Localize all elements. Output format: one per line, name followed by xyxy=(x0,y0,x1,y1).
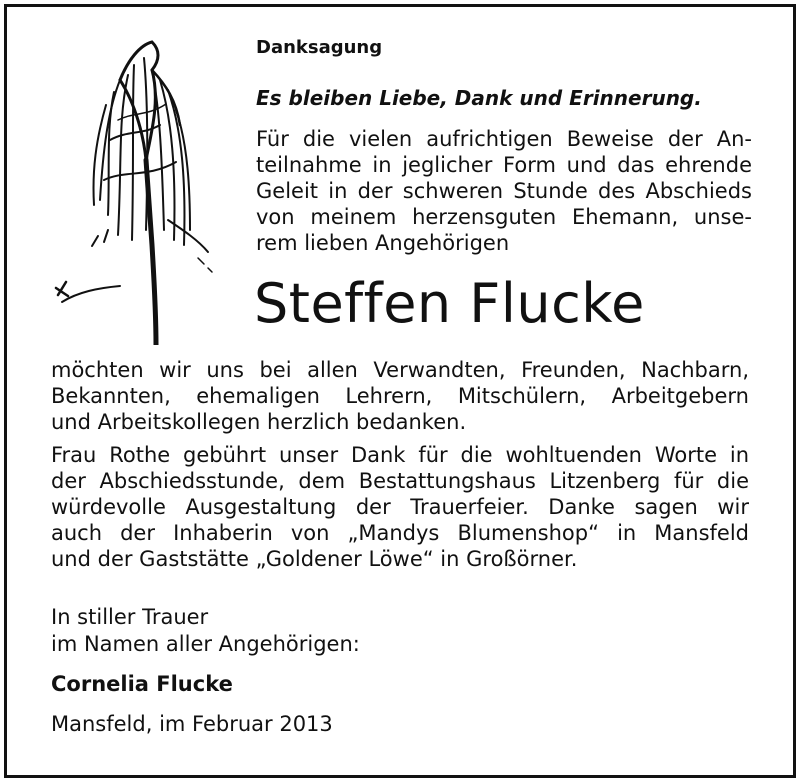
deceased-name: Steffen Flucke xyxy=(254,272,645,335)
body-line: der Abschiedsstunde, dem Bestattungshaus Litzenberg für die xyxy=(51,469,749,493)
intro-line: von meinem herzensguten Ehemann, unse- xyxy=(256,205,752,229)
intro-line: Geleit in der schweren Stunde des Abschieds xyxy=(256,179,752,203)
intro-line: rem lieben Angehörigen xyxy=(256,231,510,255)
body-line: auch der Inhaberin von „Mandys Blumenshop“ in Mansfeld xyxy=(51,521,749,545)
weeping-willow-icon xyxy=(48,30,228,345)
notice-heading: Danksagung xyxy=(256,37,383,58)
body-line: würdevolle Ausgestaltung der Trauerfeier. Danke sagen wir xyxy=(51,495,749,519)
body-line: Bekannten, ehemaligen Lehrern, Mitschülern, Arbeitgebern xyxy=(51,384,749,408)
signer-name: Cornelia Flucke xyxy=(51,672,233,696)
body-line: und Arbeitskollegen herzlich bedanken. xyxy=(51,410,467,434)
body-line: und der Gaststätte „Goldener Löwe“ in Großörner. xyxy=(51,547,578,571)
notice-motto: Es bleiben Liebe, Dank und Erinnerung. xyxy=(256,86,702,110)
body-line: möchten wir uns bei allen Verwandten, Freunden, Nachbarn, xyxy=(51,358,749,382)
body-line: Frau Rothe gebührt unser Dank für die wohltuenden Worte in xyxy=(51,443,749,467)
place-date: Mansfeld, im Februar 2013 xyxy=(51,712,333,736)
intro-line: Für die vielen aufrichtigen Beweise der An- xyxy=(256,127,752,151)
closing-line: In stiller Trauer xyxy=(51,605,209,629)
closing-line: im Namen aller Angehörigen: xyxy=(51,632,360,656)
intro-line: teilnahme in jeglicher Form und das ehrende xyxy=(256,153,752,177)
